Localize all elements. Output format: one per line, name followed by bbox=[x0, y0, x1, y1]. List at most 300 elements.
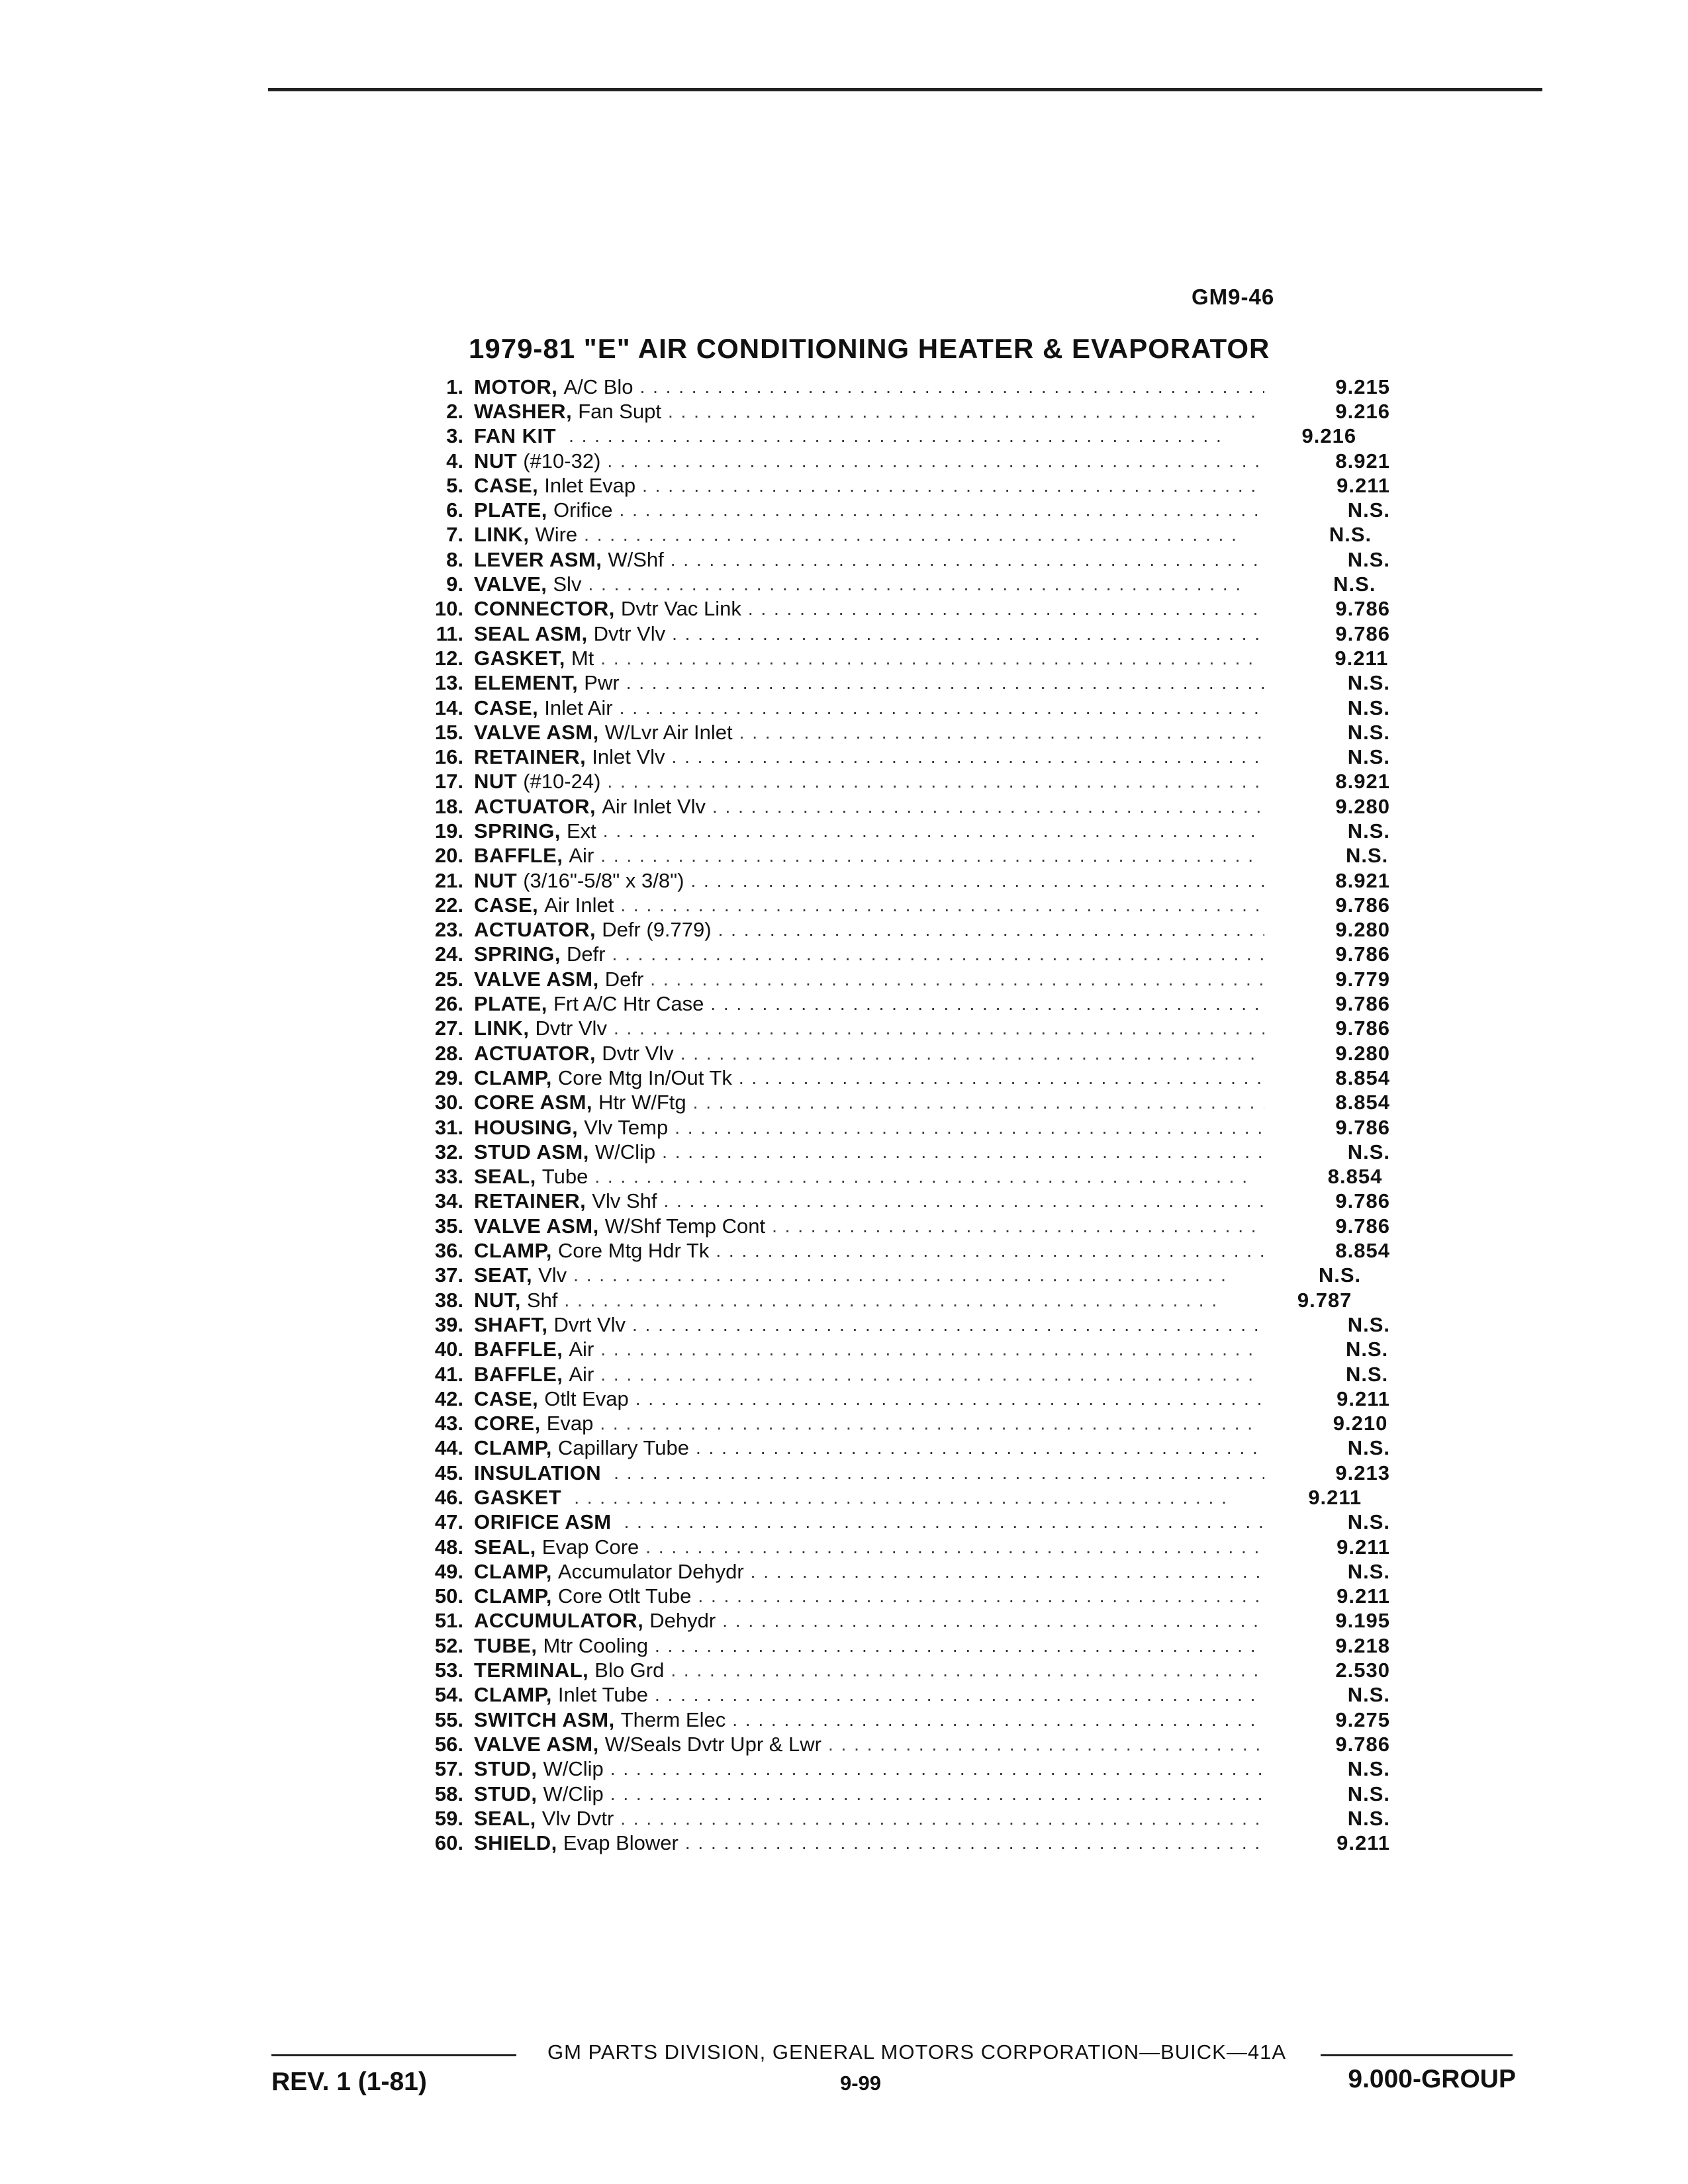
part-row bbox=[404, 1140, 1390, 1164]
part-group-ref: N.S. bbox=[1347, 1436, 1390, 1460]
part-row bbox=[404, 1510, 1390, 1535]
part-number: 6. bbox=[446, 498, 463, 522]
dot-leaders bbox=[690, 870, 1264, 891]
dot-leaders bbox=[696, 1437, 1264, 1459]
part-group-ref: N.S. bbox=[1347, 547, 1390, 571]
dot-leaders bbox=[640, 377, 1264, 398]
part-description: Vlv Shf bbox=[592, 1189, 657, 1213]
part-description: Vlv Dvtr bbox=[541, 1806, 614, 1830]
part-name: MOTOR, bbox=[474, 375, 558, 398]
part-number: 38. bbox=[434, 1288, 463, 1312]
dot-leaders bbox=[710, 993, 1264, 1015]
part-description: A/C Blo bbox=[563, 375, 633, 398]
part-row bbox=[404, 696, 1390, 720]
part-group-ref: 8.854 bbox=[1335, 1066, 1390, 1089]
part-row bbox=[404, 1436, 1390, 1461]
part-description: Air Inlet Vlv bbox=[602, 794, 706, 818]
part-number: 35. bbox=[434, 1214, 463, 1238]
parts-list bbox=[404, 375, 1390, 1856]
part-number: 57. bbox=[434, 1757, 463, 1781]
dot-leaders bbox=[600, 1339, 1262, 1360]
part-description: Accumulator Dehydr bbox=[557, 1559, 744, 1583]
part-description: Dehydr bbox=[649, 1609, 716, 1633]
part-name: BAFFLE, bbox=[474, 844, 563, 868]
part-group-ref: 9.211 bbox=[1308, 1486, 1362, 1509]
part-row bbox=[404, 1066, 1390, 1090]
part-name: CONNECTOR, bbox=[474, 597, 615, 621]
part-name: VALVE ASM, bbox=[474, 967, 599, 991]
part-number: 42. bbox=[434, 1387, 463, 1410]
dot-leaders bbox=[751, 1561, 1264, 1582]
part-name: CLAMP, bbox=[474, 1239, 552, 1263]
part-name: ACTUATOR, bbox=[474, 1041, 596, 1065]
part-group-ref: N.S. bbox=[1347, 819, 1390, 842]
part-name: NUT bbox=[474, 449, 518, 473]
part-description: Inlet Vlv bbox=[592, 745, 665, 769]
part-name: CASE, bbox=[474, 473, 539, 497]
dot-leaders bbox=[573, 1265, 1235, 1286]
part-number: 8. bbox=[446, 547, 463, 571]
part-row bbox=[404, 1683, 1390, 1707]
dot-leaders bbox=[588, 574, 1250, 595]
part-number: 4. bbox=[446, 449, 463, 473]
dot-leaders bbox=[655, 1635, 1264, 1657]
dot-leaders bbox=[732, 1709, 1264, 1731]
part-name: ACCUMULATOR, bbox=[474, 1609, 644, 1633]
part-description: W/Lvr Air Inlet bbox=[604, 720, 733, 744]
part-number: 24. bbox=[434, 942, 463, 966]
dot-leaders bbox=[603, 821, 1264, 842]
part-number: 56. bbox=[434, 1732, 463, 1756]
part-row bbox=[404, 1559, 1390, 1584]
part-group-ref: 9.216 bbox=[1335, 399, 1390, 423]
part-group-ref: 9.786 bbox=[1335, 942, 1390, 966]
part-row bbox=[404, 1041, 1390, 1066]
part-name: CLAMP, bbox=[474, 1584, 552, 1608]
part-name: RETAINER, bbox=[474, 1189, 586, 1213]
part-number: 16. bbox=[434, 745, 463, 769]
part-group-ref: N.S. bbox=[1347, 1806, 1390, 1830]
part-name: CLAMP, bbox=[474, 1683, 552, 1707]
dot-leaders bbox=[635, 1388, 1264, 1410]
part-row bbox=[404, 1609, 1390, 1633]
part-row bbox=[404, 1017, 1390, 1041]
part-number: 5. bbox=[446, 473, 463, 497]
part-number: 54. bbox=[434, 1683, 463, 1707]
part-name: CASE, bbox=[474, 696, 539, 719]
part-group-ref: N.S. bbox=[1347, 1757, 1390, 1781]
part-description: Slv bbox=[553, 572, 582, 596]
part-group-ref: N.S. bbox=[1345, 1362, 1389, 1386]
part-group-ref: 9.211 bbox=[1336, 473, 1390, 497]
part-name: VALVE ASM, bbox=[474, 720, 599, 744]
part-description: Mt bbox=[571, 646, 594, 670]
part-name: WASHER, bbox=[474, 399, 573, 423]
part-group-ref: 8.921 bbox=[1335, 868, 1390, 892]
part-row bbox=[404, 1115, 1390, 1140]
part-description: Evap Core bbox=[541, 1535, 639, 1559]
dot-leaders bbox=[685, 1833, 1264, 1854]
part-group-ref: N.S. bbox=[1318, 1263, 1362, 1287]
part-name: ACTUATOR, bbox=[474, 918, 596, 942]
part-row bbox=[404, 1757, 1390, 1782]
part-group-ref: 9.786 bbox=[1335, 992, 1390, 1016]
part-group-ref: 9.275 bbox=[1335, 1707, 1390, 1731]
dot-leaders bbox=[624, 1512, 1264, 1533]
part-description: Inlet Evap bbox=[544, 473, 636, 497]
part-name: INSULATION bbox=[474, 1461, 602, 1484]
part-row bbox=[404, 1831, 1390, 1856]
part-number: 26. bbox=[434, 992, 463, 1016]
dot-leaders bbox=[712, 796, 1264, 817]
part-name: BAFFLE, bbox=[474, 1338, 563, 1361]
part-description: W/Clip bbox=[594, 1140, 656, 1163]
part-group-ref: 8.854 bbox=[1335, 1239, 1390, 1263]
part-row bbox=[404, 1732, 1390, 1756]
part-description: Air bbox=[569, 1338, 594, 1361]
dot-leaders bbox=[668, 401, 1264, 422]
part-number: 13. bbox=[434, 671, 463, 695]
part-row bbox=[404, 1782, 1390, 1806]
dot-leaders bbox=[600, 1364, 1262, 1385]
dot-leaders bbox=[748, 598, 1264, 619]
part-group-ref: 9.210 bbox=[1333, 1412, 1388, 1435]
part-group-ref: 9.786 bbox=[1335, 621, 1390, 645]
part-number: 45. bbox=[434, 1461, 463, 1484]
part-description: Core Mtg Hdr Tk bbox=[557, 1239, 710, 1263]
part-description: Dvtr Vlv bbox=[602, 1041, 674, 1065]
part-group-ref: 9.211 bbox=[1336, 1831, 1390, 1855]
part-number: 11. bbox=[436, 621, 463, 645]
part-name: GASKET bbox=[474, 1486, 562, 1509]
part-row bbox=[404, 1658, 1390, 1682]
part-name: TUBE, bbox=[474, 1633, 538, 1657]
part-name: NUT, bbox=[474, 1288, 521, 1312]
part-group-ref: N.S. bbox=[1345, 844, 1389, 868]
part-group-ref: N.S. bbox=[1347, 671, 1390, 695]
part-description: Htr W/Ftg bbox=[598, 1091, 686, 1115]
part-name: CLAMP, bbox=[474, 1436, 552, 1460]
part-row bbox=[404, 1485, 1390, 1510]
part-group-ref: 9.786 bbox=[1335, 1214, 1390, 1238]
dot-leaders bbox=[607, 771, 1264, 792]
part-number: 15. bbox=[434, 720, 463, 744]
part-description: Evap Blower bbox=[563, 1831, 679, 1855]
part-name: SEAL, bbox=[474, 1535, 536, 1559]
part-name: STUD ASM, bbox=[474, 1140, 589, 1163]
part-number: 46. bbox=[434, 1486, 463, 1509]
part-row bbox=[404, 1189, 1390, 1214]
part-number: 44. bbox=[434, 1436, 463, 1460]
part-group-ref: 8.921 bbox=[1335, 449, 1390, 473]
part-row bbox=[404, 720, 1390, 745]
part-name: SEAL, bbox=[474, 1165, 536, 1189]
part-name: RETAINER, bbox=[474, 745, 586, 769]
part-name: LINK, bbox=[474, 523, 530, 547]
part-row bbox=[404, 646, 1390, 670]
part-name: SHAFT, bbox=[474, 1312, 548, 1336]
part-number: 10. bbox=[434, 597, 463, 621]
part-name: NUT bbox=[474, 868, 518, 892]
part-name: CASE, bbox=[474, 1387, 539, 1410]
part-row bbox=[404, 1362, 1390, 1387]
dot-leaders bbox=[680, 1043, 1264, 1064]
part-row bbox=[404, 770, 1390, 794]
part-description: Inlet Tube bbox=[557, 1683, 648, 1707]
part-row bbox=[404, 819, 1390, 843]
part-group-ref: 9.787 bbox=[1297, 1288, 1352, 1312]
dot-leaders bbox=[739, 722, 1264, 743]
part-number: 30. bbox=[434, 1091, 463, 1115]
part-group-ref: 9.280 bbox=[1335, 918, 1390, 942]
part-description: Shf bbox=[526, 1288, 558, 1312]
footer-rule-left bbox=[271, 2054, 516, 2056]
dot-leaders bbox=[642, 475, 1264, 496]
dot-leaders bbox=[828, 1734, 1264, 1755]
part-description: (3/16"-5/8" x 3/8") bbox=[523, 868, 684, 892]
part-row bbox=[404, 1535, 1390, 1559]
part-row bbox=[404, 1387, 1390, 1411]
part-row bbox=[404, 1238, 1390, 1263]
part-row bbox=[404, 1411, 1390, 1435]
part-description: Air Inlet bbox=[544, 893, 614, 917]
part-number: 27. bbox=[434, 1017, 463, 1040]
part-number: 41. bbox=[434, 1362, 463, 1386]
part-row bbox=[404, 1091, 1390, 1115]
part-name: FAN KIT bbox=[474, 424, 557, 448]
dot-leaders bbox=[671, 1660, 1264, 1681]
part-description: Core Mtg In/Out Tk bbox=[557, 1066, 732, 1089]
part-number: 28. bbox=[434, 1041, 463, 1065]
part-group-ref: N.S. bbox=[1345, 1338, 1389, 1361]
part-row bbox=[404, 597, 1390, 621]
dot-leaders bbox=[722, 1610, 1264, 1631]
revision-label: REV. 1 (1-81) bbox=[271, 2068, 427, 2096]
part-name: SHIELD, bbox=[474, 1831, 557, 1855]
part-description: Dvtr Vac Link bbox=[620, 597, 741, 621]
part-description: (#10-24) bbox=[523, 770, 601, 794]
part-description: Evap bbox=[546, 1412, 594, 1435]
part-name: CASE, bbox=[474, 893, 539, 917]
part-number: 1. bbox=[446, 375, 463, 398]
dot-leaders bbox=[584, 524, 1246, 545]
part-number: 25. bbox=[434, 967, 463, 991]
part-name: STUD, bbox=[474, 1757, 538, 1781]
part-name: PLATE, bbox=[474, 498, 547, 522]
part-description: (#10-32) bbox=[523, 449, 601, 473]
part-number: 36. bbox=[434, 1239, 463, 1263]
part-row bbox=[404, 893, 1390, 917]
part-row bbox=[404, 1584, 1390, 1609]
part-row bbox=[404, 1288, 1390, 1312]
dot-leaders bbox=[574, 1487, 1236, 1508]
part-row bbox=[404, 473, 1390, 498]
part-group-ref: 9.211 bbox=[1335, 646, 1389, 670]
part-number: 23. bbox=[434, 918, 463, 942]
part-description: Dvrt Vlv bbox=[553, 1312, 626, 1336]
part-group-ref: 9.213 bbox=[1335, 1461, 1390, 1484]
part-row bbox=[404, 547, 1390, 572]
dot-leaders bbox=[672, 747, 1264, 768]
part-row bbox=[404, 1214, 1390, 1238]
part-number: 17. bbox=[434, 770, 463, 794]
part-description: Ext bbox=[566, 819, 596, 842]
dot-leaders bbox=[600, 648, 1262, 669]
part-number: 40. bbox=[434, 1338, 463, 1361]
part-name: SEAL ASM, bbox=[474, 621, 588, 645]
part-number: 32. bbox=[434, 1140, 463, 1163]
figure-code: GM9-46 bbox=[1192, 285, 1275, 309]
part-group-ref: 9.195 bbox=[1335, 1609, 1390, 1633]
part-group-ref: 2.530 bbox=[1335, 1659, 1390, 1682]
part-name: ELEMENT, bbox=[474, 671, 579, 695]
part-description: Defr (9.779) bbox=[602, 918, 712, 942]
part-group-ref: 9.786 bbox=[1335, 893, 1390, 917]
part-name: LEVER ASM, bbox=[474, 547, 602, 571]
part-group-ref: 9.211 bbox=[1336, 1387, 1390, 1410]
part-group-ref: 9.218 bbox=[1335, 1633, 1390, 1657]
part-description: W/Clip bbox=[543, 1757, 604, 1781]
footer-credit: GM PARTS DIVISION, GENERAL MOTORS CORPORATION—BUICK—41A bbox=[547, 2040, 1287, 2064]
part-description: Tube bbox=[541, 1165, 588, 1189]
group-label: 9.000-GROUP bbox=[1348, 2065, 1516, 2093]
dot-leaders bbox=[663, 1191, 1264, 1212]
dot-leaders bbox=[600, 1413, 1262, 1434]
dot-leaders bbox=[620, 500, 1264, 521]
part-group-ref: N.S. bbox=[1347, 1312, 1390, 1336]
part-group-ref: 9.211 bbox=[1336, 1584, 1390, 1608]
footer-rule-right bbox=[1321, 2054, 1513, 2056]
part-group-ref: 9.280 bbox=[1335, 794, 1390, 818]
part-row bbox=[404, 868, 1390, 893]
dot-leaders bbox=[620, 895, 1264, 916]
part-number: 20. bbox=[434, 844, 463, 868]
part-row bbox=[404, 523, 1390, 547]
dot-leaders bbox=[610, 1784, 1264, 1805]
part-number: 52. bbox=[434, 1633, 463, 1657]
part-description: Inlet Air bbox=[544, 696, 613, 719]
part-group-ref: 9.786 bbox=[1335, 1189, 1390, 1213]
dot-leaders bbox=[739, 1068, 1264, 1089]
part-row bbox=[404, 424, 1390, 449]
part-description: W/Seals Dvtr Upr & Lwr bbox=[604, 1732, 821, 1756]
part-group-ref: 9.786 bbox=[1335, 597, 1390, 621]
dot-leaders bbox=[607, 451, 1264, 472]
part-number: 51. bbox=[434, 1609, 463, 1633]
part-row bbox=[404, 399, 1390, 424]
part-description: Pwr bbox=[584, 671, 620, 695]
part-group-ref: 9.779 bbox=[1335, 967, 1390, 991]
part-description: Air bbox=[569, 844, 594, 868]
part-group-ref: N.S. bbox=[1347, 1782, 1390, 1805]
part-description: Core Otlt Tube bbox=[557, 1584, 692, 1608]
part-name: ACTUATOR, bbox=[474, 794, 596, 818]
part-description: Dvtr Vlv bbox=[535, 1017, 607, 1040]
part-group-ref: 8.921 bbox=[1335, 770, 1390, 794]
part-name: SEAL, bbox=[474, 1806, 536, 1830]
part-description: Otlt Evap bbox=[544, 1387, 629, 1410]
part-description: Capillary Tube bbox=[557, 1436, 689, 1460]
part-group-ref: N.S. bbox=[1347, 696, 1390, 719]
part-number: 2. bbox=[446, 399, 463, 423]
dot-leaders bbox=[564, 1290, 1226, 1311]
dot-leaders bbox=[614, 1463, 1264, 1484]
part-name: VALVE ASM, bbox=[474, 1214, 599, 1238]
part-name: NUT bbox=[474, 770, 518, 794]
part-row bbox=[404, 1312, 1390, 1337]
dot-leaders bbox=[672, 623, 1264, 645]
dot-leaders bbox=[662, 1142, 1264, 1163]
part-number: 48. bbox=[434, 1535, 463, 1559]
part-group-ref: N.S. bbox=[1333, 572, 1376, 596]
part-name: ORIFICE ASM bbox=[474, 1510, 612, 1534]
part-number: 43. bbox=[434, 1412, 463, 1435]
part-row bbox=[404, 942, 1390, 967]
part-number: 31. bbox=[434, 1115, 463, 1139]
part-row bbox=[404, 1165, 1390, 1189]
part-number: 7. bbox=[446, 523, 463, 547]
part-description: Fan Supt bbox=[578, 399, 661, 423]
part-number: 3. bbox=[446, 424, 463, 448]
part-row bbox=[404, 1263, 1390, 1288]
part-group-ref: 8.854 bbox=[1327, 1165, 1383, 1189]
part-row bbox=[404, 671, 1390, 696]
part-row bbox=[404, 794, 1390, 819]
part-number: 9. bbox=[446, 572, 463, 596]
dot-leaders bbox=[716, 1240, 1264, 1261]
part-number: 50. bbox=[434, 1584, 463, 1608]
part-name: LINK, bbox=[474, 1017, 530, 1040]
dot-leaders bbox=[610, 1758, 1264, 1780]
part-number: 22. bbox=[434, 893, 463, 917]
part-row bbox=[404, 572, 1390, 596]
part-row bbox=[404, 918, 1390, 942]
part-row bbox=[404, 375, 1390, 399]
part-description: Frt A/C Htr Case bbox=[553, 992, 704, 1016]
part-group-ref: 9.215 bbox=[1335, 375, 1390, 398]
part-name: GASKET, bbox=[474, 646, 565, 670]
part-name: CLAMP, bbox=[474, 1066, 552, 1089]
part-description: Orifice bbox=[553, 498, 613, 522]
part-number: 33. bbox=[434, 1165, 463, 1189]
dot-leaders bbox=[620, 1808, 1264, 1829]
page-title: 1979-81 "E" AIR CONDITIONING HEATER & EVAPORATOR bbox=[469, 333, 1270, 364]
part-name: CORE, bbox=[474, 1412, 541, 1435]
part-row bbox=[404, 991, 1390, 1016]
dot-leaders bbox=[671, 549, 1264, 570]
dot-leaders bbox=[626, 672, 1264, 694]
part-description: Defr bbox=[566, 942, 606, 966]
part-group-ref: N.S. bbox=[1347, 1683, 1390, 1707]
part-row bbox=[404, 745, 1390, 769]
part-row bbox=[404, 1633, 1390, 1658]
part-description: Vlv Temp bbox=[584, 1115, 669, 1139]
part-name: HOUSING, bbox=[474, 1115, 579, 1139]
part-number: 37. bbox=[434, 1263, 463, 1287]
dot-leaders bbox=[675, 1117, 1264, 1138]
part-name: BAFFLE, bbox=[474, 1362, 563, 1386]
part-description: Wire bbox=[535, 523, 578, 547]
part-name: VALVE ASM, bbox=[474, 1732, 599, 1756]
dot-leaders bbox=[600, 845, 1262, 866]
part-group-ref: N.S. bbox=[1329, 523, 1372, 547]
part-number: 12. bbox=[434, 646, 463, 670]
part-number: 14. bbox=[434, 696, 463, 719]
dot-leaders bbox=[614, 1018, 1264, 1039]
part-name: SPRING, bbox=[474, 942, 561, 966]
dot-leaders bbox=[655, 1684, 1264, 1706]
part-description: Air bbox=[569, 1362, 594, 1386]
